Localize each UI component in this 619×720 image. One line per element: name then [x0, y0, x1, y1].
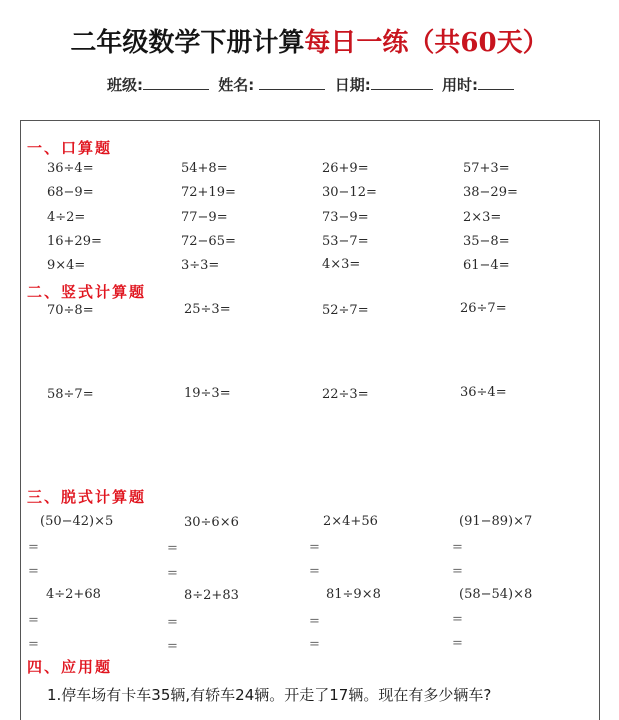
equals-sign: =: [452, 540, 463, 555]
question: (58−54)×8: [459, 587, 533, 602]
worksheet-box: [20, 120, 600, 720]
equals-sign: =: [28, 637, 39, 652]
question: 26÷7=: [460, 301, 507, 316]
equals-sign: =: [452, 564, 463, 579]
equals-sign: =: [309, 637, 320, 652]
page-title: [0, 22, 619, 59]
equals-sign: =: [452, 636, 463, 651]
question: 3÷3=: [181, 258, 220, 273]
question: 53−7=: [322, 234, 369, 249]
question: 8÷2+83: [184, 588, 239, 603]
question: 36÷4=: [47, 161, 94, 176]
question: 54+8=: [181, 161, 228, 176]
question: 72+19=: [181, 185, 236, 200]
class-blank[interactable]: [143, 75, 209, 90]
equals-sign: =: [28, 564, 39, 579]
date-label: 日期:: [334, 76, 371, 94]
question: 16+29=: [47, 234, 102, 249]
question: 2×3=: [463, 210, 502, 225]
section-vertical-title: 二、竖式计算题: [27, 283, 147, 301]
question: 30−12=: [322, 185, 377, 200]
section-word-problems-title: 四、应用题: [27, 658, 113, 676]
class-label: 班级:: [107, 76, 143, 94]
equals-sign: =: [167, 541, 178, 556]
name-label: 姓名:: [218, 76, 255, 94]
question: 30÷6×6: [184, 515, 239, 530]
equals-sign: =: [167, 639, 178, 654]
question: 52÷7=: [322, 303, 369, 318]
title-main: 二年级数学下册计算: [70, 28, 305, 58]
question: 72−65=: [181, 234, 236, 249]
question: (50−42)×5: [40, 514, 114, 529]
time-blank[interactable]: [478, 75, 514, 90]
section-oral-title: 一、口算题: [27, 139, 113, 157]
section-stepwise-title: 三、脱式计算题: [27, 488, 147, 506]
question: 38−29=: [463, 185, 518, 200]
student-info-row: [107, 74, 518, 95]
time-label: 用时:: [441, 76, 478, 94]
question: 4÷2+68: [46, 587, 101, 602]
question: 70÷8=: [47, 303, 94, 318]
question: 58÷7=: [47, 387, 94, 402]
equals-sign: =: [28, 540, 39, 555]
question: 4÷2=: [47, 210, 86, 225]
question: 9×4=: [47, 258, 86, 273]
question: 26+9=: [322, 161, 369, 176]
question: 36÷4=: [460, 385, 507, 400]
question: 57+3=: [463, 161, 510, 176]
question: (91−89)×7: [459, 514, 533, 529]
equals-sign: =: [309, 564, 320, 579]
title-highlight: 每日一练（共60天）: [304, 28, 549, 58]
equals-sign: =: [309, 614, 320, 629]
word-problem-1: 1.停车场有卡车35辆,有轿车24辆。开走了17辆。现在有多少辆车?: [47, 686, 492, 704]
question: 73−9=: [322, 210, 369, 225]
question: 4×3=: [322, 257, 361, 272]
equals-sign: =: [452, 612, 463, 627]
question: 19÷3=: [184, 386, 231, 401]
question: 25÷3=: [184, 302, 231, 317]
date-blank[interactable]: [371, 75, 433, 90]
question: 35−8=: [463, 234, 510, 249]
question: 2×4+56: [323, 514, 378, 529]
equals-sign: =: [167, 615, 178, 630]
equals-sign: =: [28, 613, 39, 628]
question: 81÷9×8: [326, 587, 381, 602]
equals-sign: =: [167, 566, 178, 581]
question: 68−9=: [47, 185, 94, 200]
equals-sign: =: [309, 540, 320, 555]
name-blank[interactable]: [259, 75, 325, 90]
question: 77−9=: [181, 210, 228, 225]
question: 61−4=: [463, 258, 510, 273]
question: 22÷3=: [322, 387, 369, 402]
